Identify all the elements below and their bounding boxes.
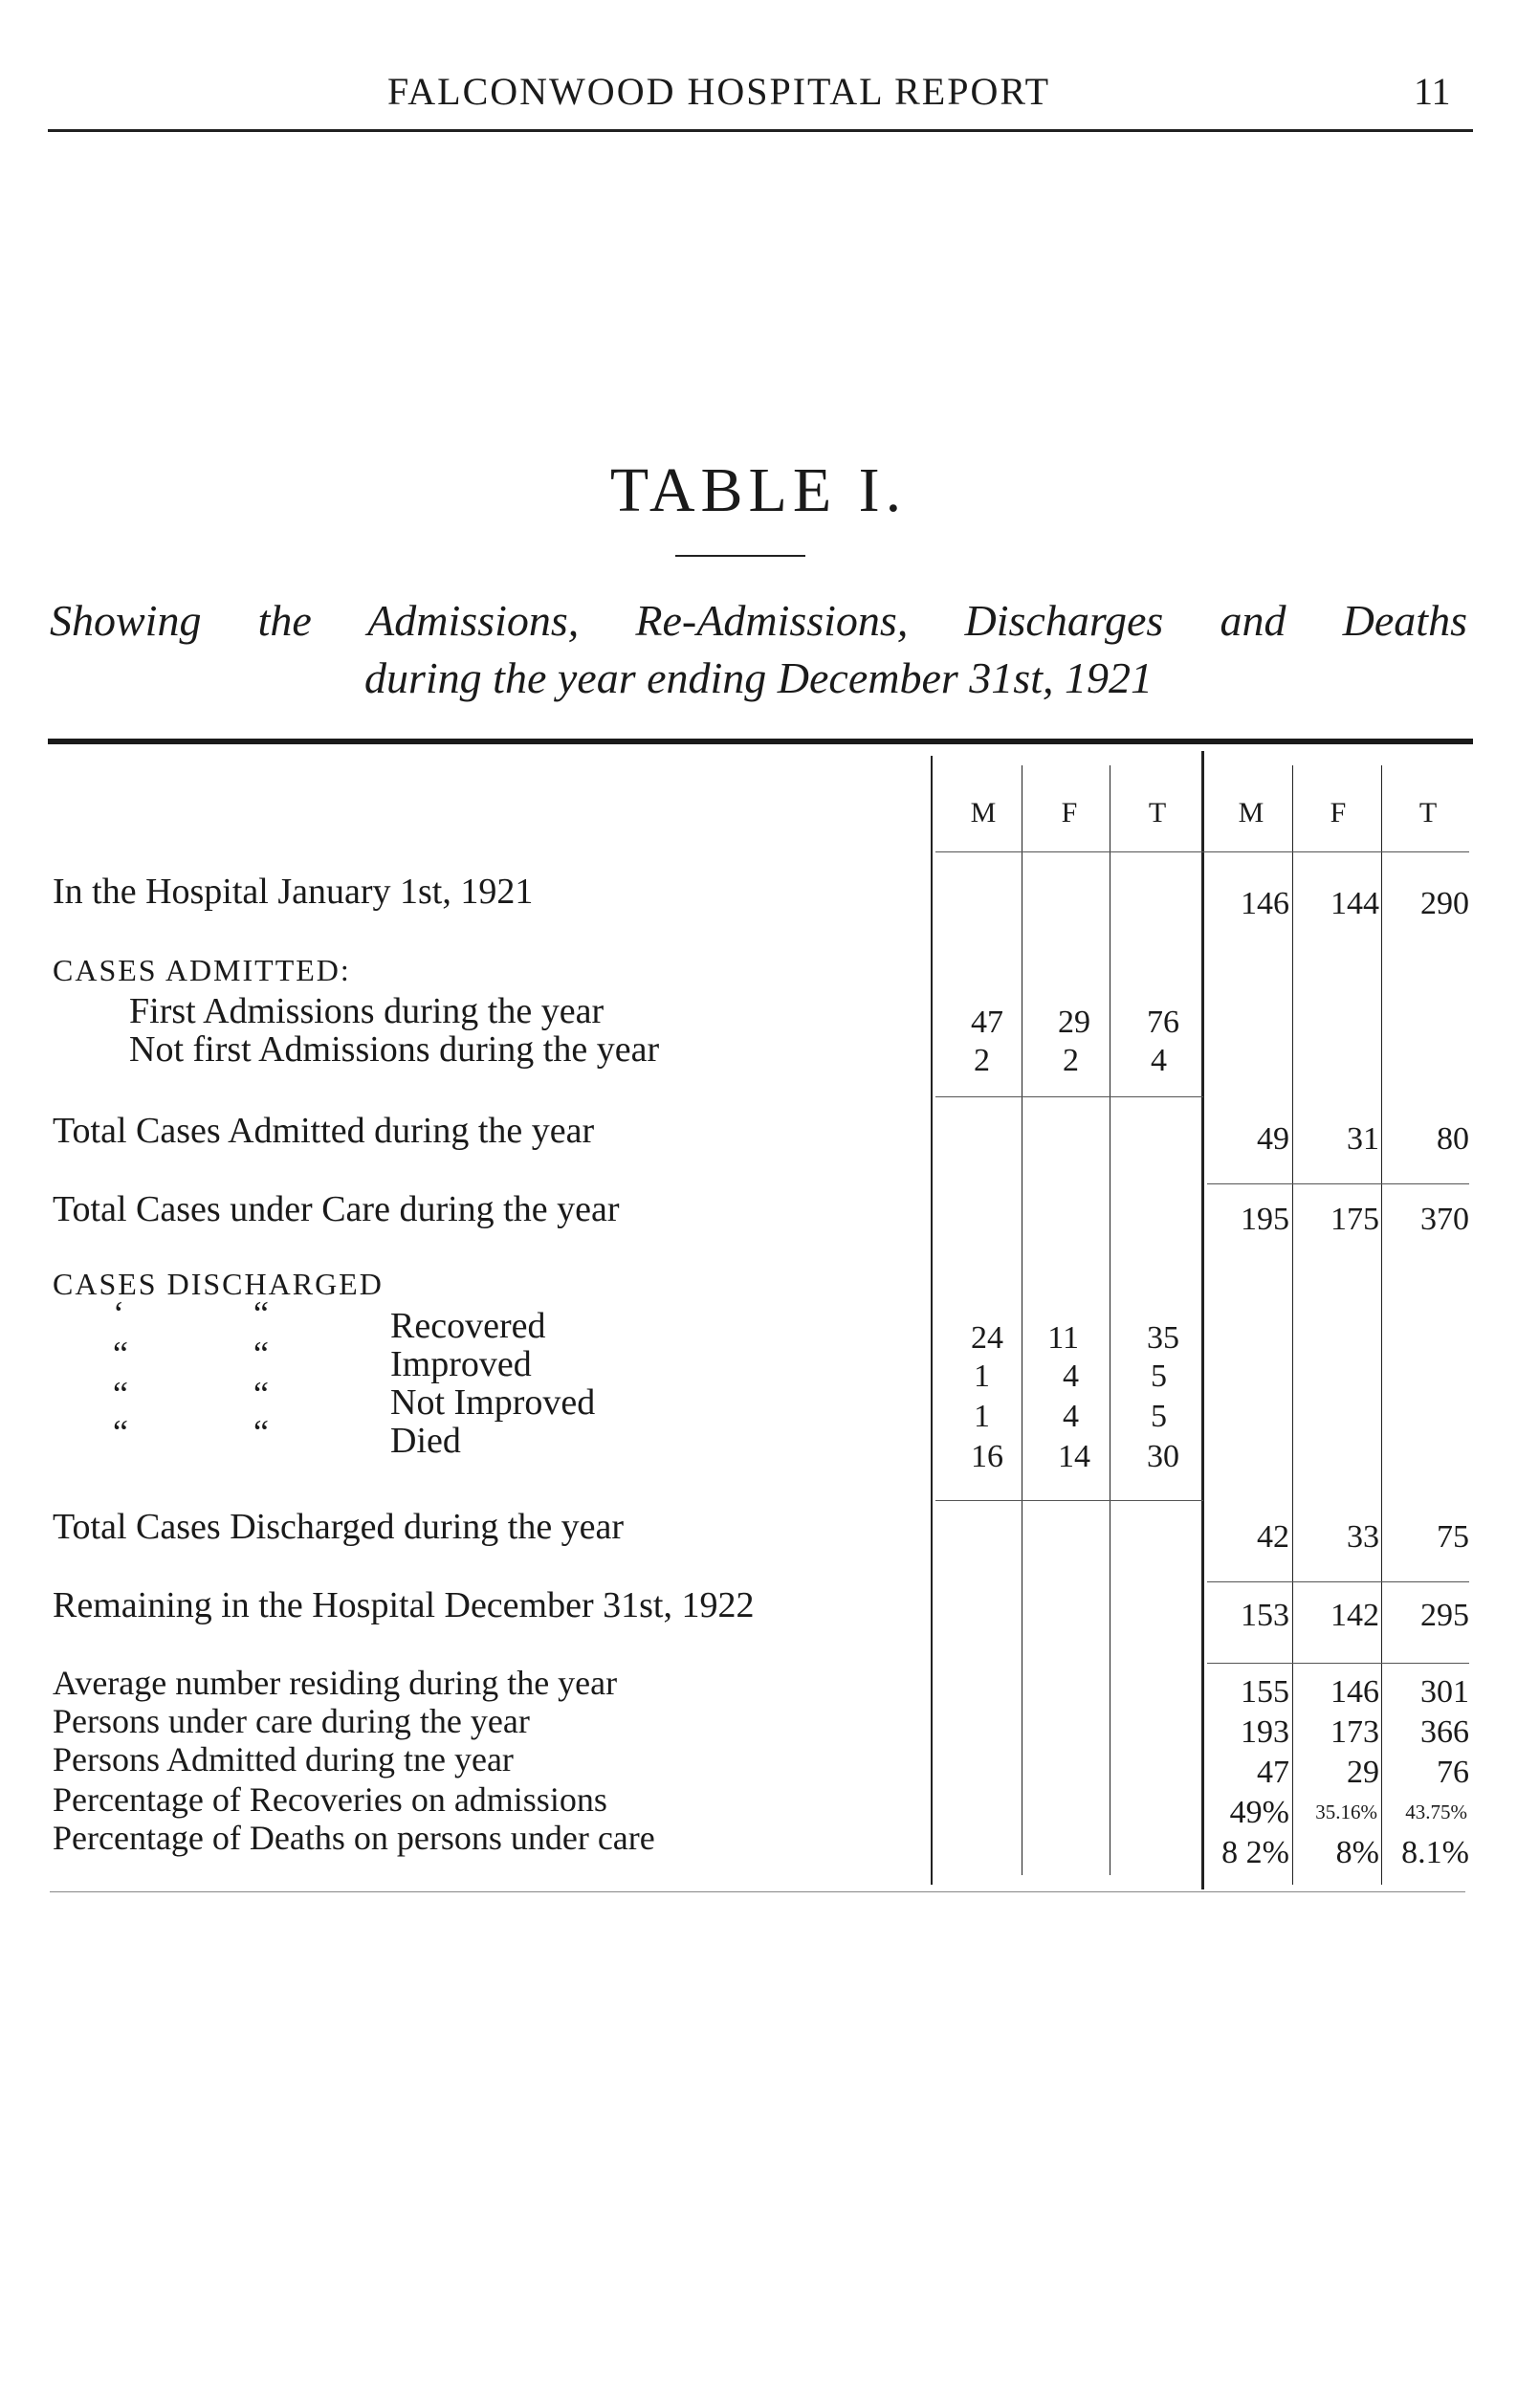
cell-recovered-t: 35: [1147, 1320, 1179, 1356]
cell-first-admissions-f: 29: [1058, 1005, 1090, 1040]
running-head: [0, 69, 1517, 126]
table-subtitle-line1: Showing the Admissions, Re-Admissions, Discharges and Deaths: [50, 596, 1467, 645]
table-bottom-rule: [50, 1891, 1465, 1892]
cell-remaining-f: 142: [1330, 1598, 1379, 1633]
row-label-recovered: Recovered: [390, 1306, 546, 1346]
cell-pct-deaths-f: 8%: [1335, 1835, 1379, 1870]
table-top-rule: [48, 739, 1473, 744]
cell-average-t: 301: [1420, 1674, 1469, 1710]
row-label-improved: Improved: [390, 1344, 532, 1384]
cell-recovered-m: 24: [971, 1320, 1003, 1356]
subtotal-rule: [1207, 1581, 1469, 1582]
cell-improved-m: 1: [974, 1359, 990, 1394]
cell-in-hospital-m: 146: [1241, 886, 1289, 921]
cell-pct-deaths-t: 8.1%: [1401, 1835, 1469, 1870]
subtotal-rule: [1207, 1183, 1469, 1184]
title-rule: [675, 555, 805, 557]
row-label-pct-recoveries: Percentage of Recoveries on admissions: [53, 1780, 607, 1819]
cell-total-admitted-t: 80: [1437, 1121, 1469, 1157]
running-title: FALCONWOOD HOSPITAL REPORT: [387, 70, 1051, 113]
column-divider: [1201, 751, 1204, 1889]
cell-died-m: 16: [971, 1439, 1003, 1474]
cell-pct-recoveries-m: 49%: [1229, 1795, 1289, 1830]
ditto-mark: “: [253, 1335, 269, 1373]
cell-persons-care-m: 193: [1241, 1714, 1289, 1750]
column-divider: [931, 756, 933, 1885]
cell-improved-t: 5: [1151, 1359, 1167, 1394]
cell-average-m: 155: [1241, 1674, 1289, 1710]
row-label-average: Average number residing during the year: [53, 1664, 618, 1702]
cell-persons-admitted-m: 47: [1257, 1755, 1289, 1790]
row-label-total-admitted: Total Cases Admitted during the year: [53, 1111, 595, 1151]
col-header-m: M: [1238, 797, 1264, 828]
row-label-not-first-admissions: Not first Admissions during the year: [129, 1029, 660, 1070]
cell-improved-f: 4: [1063, 1359, 1079, 1394]
cell-remaining-t: 295: [1420, 1598, 1469, 1633]
subtotal-rule: [935, 1096, 1203, 1097]
ditto-mark: “: [253, 1375, 269, 1413]
cell-first-admissions-m: 47: [971, 1005, 1003, 1040]
cell-under-care-t: 370: [1420, 1202, 1469, 1237]
cell-discharged-f: 33: [1347, 1519, 1379, 1555]
row-label-pct-deaths: Percentage of Deaths on persons under care: [53, 1819, 655, 1857]
cell-total-admitted-m: 49: [1257, 1121, 1289, 1157]
subtotal-rule: [1207, 1663, 1469, 1664]
ditto-mark: “: [113, 1335, 128, 1373]
cell-persons-admitted-t: 76: [1437, 1755, 1469, 1790]
row-label-died: Died: [390, 1421, 461, 1461]
cell-persons-care-t: 366: [1420, 1714, 1469, 1750]
cell-not-first-t: 4: [1151, 1043, 1167, 1078]
ditto-mark: ‘: [113, 1294, 124, 1333]
cell-first-admissions-t: 76: [1147, 1005, 1179, 1040]
row-label-remaining: Remaining in the Hospital December 31st, 1922: [53, 1585, 755, 1625]
cell-pct-deaths-m: 8 2%: [1221, 1835, 1289, 1870]
cell-discharged-m: 42: [1257, 1519, 1289, 1555]
row-label-total-under-care: Total Cases under Care during the year: [53, 1189, 620, 1229]
row-label-not-improved: Not Improved: [390, 1382, 596, 1423]
col-header-f: F: [1330, 797, 1347, 828]
subtotal-rule: [935, 1500, 1203, 1501]
cell-not-first-m: 2: [974, 1043, 990, 1078]
header-underline: [935, 851, 1469, 852]
column-divider: [1381, 765, 1382, 1885]
cell-died-f: 14: [1058, 1439, 1090, 1474]
cell-pct-recoveries-t: 43.75%: [1405, 1800, 1467, 1823]
section-heading-admitted: CASES ADMITTED:: [53, 953, 351, 987]
col-header-t: T: [1418, 797, 1438, 828]
cell-not-first-f: 2: [1063, 1043, 1079, 1078]
cell-persons-care-f: 173: [1330, 1714, 1379, 1750]
row-label-persons-admitted: Persons Admitted during tne year: [53, 1740, 514, 1778]
cell-in-hospital-t: 290: [1420, 886, 1469, 921]
cell-recovered-f: 11: [1047, 1320, 1079, 1356]
cell-persons-admitted-f: 29: [1347, 1755, 1379, 1790]
cell-under-care-m: 195: [1241, 1202, 1289, 1237]
col-header-m: M: [970, 797, 997, 828]
ditto-mark: “: [253, 1294, 269, 1333]
cell-discharged-t: 75: [1437, 1519, 1469, 1555]
cell-not-improved-m: 1: [974, 1399, 990, 1434]
row-label-first-admissions: First Admissions during the year: [129, 991, 605, 1031]
row-label-total-discharged: Total Cases Discharged during the year: [53, 1507, 625, 1547]
table-subtitle-line2: during the year ending December 31st, 1921: [363, 653, 1153, 702]
table-title: TABLE I.: [609, 455, 908, 525]
ditto-mark: “: [253, 1413, 269, 1451]
cell-average-f: 146: [1330, 1674, 1379, 1710]
header-rule: [48, 129, 1473, 132]
cell-total-admitted-f: 31: [1347, 1121, 1379, 1157]
row-label-in-hospital: In the Hospital January 1st, 1921: [53, 872, 534, 912]
cell-under-care-f: 175: [1330, 1202, 1379, 1237]
page-number: 11: [1414, 70, 1451, 113]
col-header-f: F: [1061, 797, 1078, 828]
ditto-mark: “: [113, 1413, 128, 1451]
cell-died-t: 30: [1147, 1439, 1179, 1474]
cell-not-improved-f: 4: [1063, 1399, 1079, 1434]
cell-pct-recoveries-f: 35.16%: [1315, 1800, 1377, 1823]
row-label-persons-care: Persons under care during the year: [53, 1702, 530, 1740]
cell-remaining-m: 153: [1241, 1598, 1289, 1633]
column-divider: [1292, 765, 1293, 1885]
section-heading-discharged: CASES DISCHARGED: [53, 1267, 384, 1301]
col-header-t: T: [1148, 797, 1167, 828]
cell-not-improved-t: 5: [1151, 1399, 1167, 1434]
ditto-mark: “: [113, 1375, 128, 1413]
cell-in-hospital-f: 144: [1330, 886, 1379, 921]
